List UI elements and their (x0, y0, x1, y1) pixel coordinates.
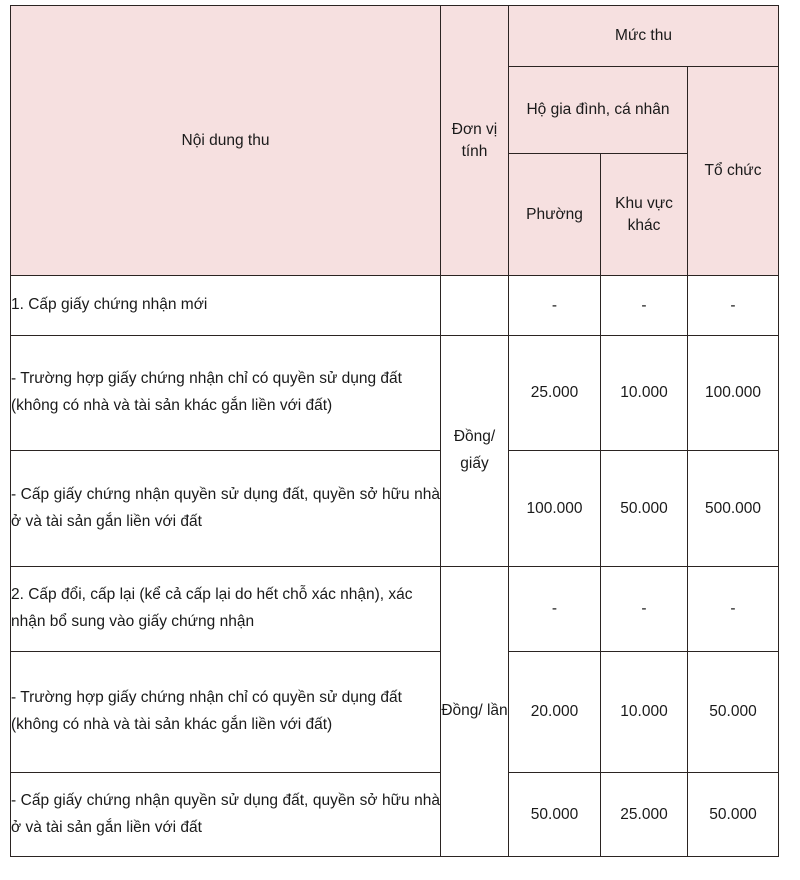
table-row (11, 652, 779, 773)
table-body (11, 276, 779, 857)
row-organization-value: - (688, 567, 779, 652)
column-header-rate-group: Mức thu (509, 6, 779, 67)
row-ward-value: - (509, 276, 601, 336)
column-header-ward: Phường (509, 154, 601, 276)
row-unit-cell: Đồng/ giấy (441, 336, 509, 567)
column-header-household-group: Hộ gia đình, cá nhân (509, 67, 688, 154)
row-organization-value: 100.000 (688, 336, 779, 451)
row-content-cell: 2. Cấp đổi, cấp lại (kể cả cấp lại do hết chỗ xác nhận), xác nhận bổ sung vào giấy chứng nhận (11, 567, 441, 652)
row-content-cell: - Trường hợp giấy chứng nhận chỉ có quyền sử dụng đất (không có nhà và tài sản khác gắn liền với đất) (11, 336, 441, 451)
table-row (11, 336, 779, 451)
table-row (11, 276, 779, 336)
column-header-unit: Đơn vị tính (441, 6, 509, 276)
row-organization-value: 50.000 (688, 652, 779, 773)
row-other-area-value: - (601, 567, 688, 652)
row-unit-cell: Đồng/ lần (441, 567, 509, 857)
table-row (11, 451, 779, 567)
row-content-cell: - Trường hợp giấy chứng nhận chỉ có quyền sử dụng đất (không có nhà và tài sản khác gắn liền với đất) (11, 652, 441, 773)
row-ward-value: 50.000 (509, 773, 601, 857)
column-header-content: Nội dung thu (11, 6, 441, 276)
row-content-cell: 1. Cấp giấy chứng nhận mới (11, 276, 441, 336)
row-ward-value: 25.000 (509, 336, 601, 451)
row-ward-value: 20.000 (509, 652, 601, 773)
table-header (11, 6, 779, 276)
row-other-area-value: 10.000 (601, 652, 688, 773)
row-unit-cell (441, 276, 509, 336)
row-organization-value: 50.000 (688, 773, 779, 857)
row-organization-value: - (688, 276, 779, 336)
column-header-organization: Tổ chức (688, 67, 779, 276)
row-content-cell: - Cấp giấy chứng nhận quyền sử dụng đất, quyền sở hữu nhà ở và tài sản gắn liền với đất (11, 451, 441, 567)
row-other-area-value: - (601, 276, 688, 336)
row-ward-value: 100.000 (509, 451, 601, 567)
table-row (11, 567, 779, 652)
row-other-area-value: 25.000 (601, 773, 688, 857)
table-row (11, 773, 779, 857)
header-row-1 (11, 6, 779, 67)
row-organization-value: 500.000 (688, 451, 779, 567)
row-ward-value: - (509, 567, 601, 652)
row-other-area-value: 50.000 (601, 451, 688, 567)
fee-schedule-table-container (10, 5, 778, 857)
column-header-other-area: Khu vực khác (601, 154, 688, 276)
row-content-cell: - Cấp giấy chứng nhận quyền sử dụng đất, quyền sở hữu nhà ở và tài sản gắn liền với đất (11, 773, 441, 857)
fee-schedule-table (10, 5, 779, 857)
row-other-area-value: 10.000 (601, 336, 688, 451)
